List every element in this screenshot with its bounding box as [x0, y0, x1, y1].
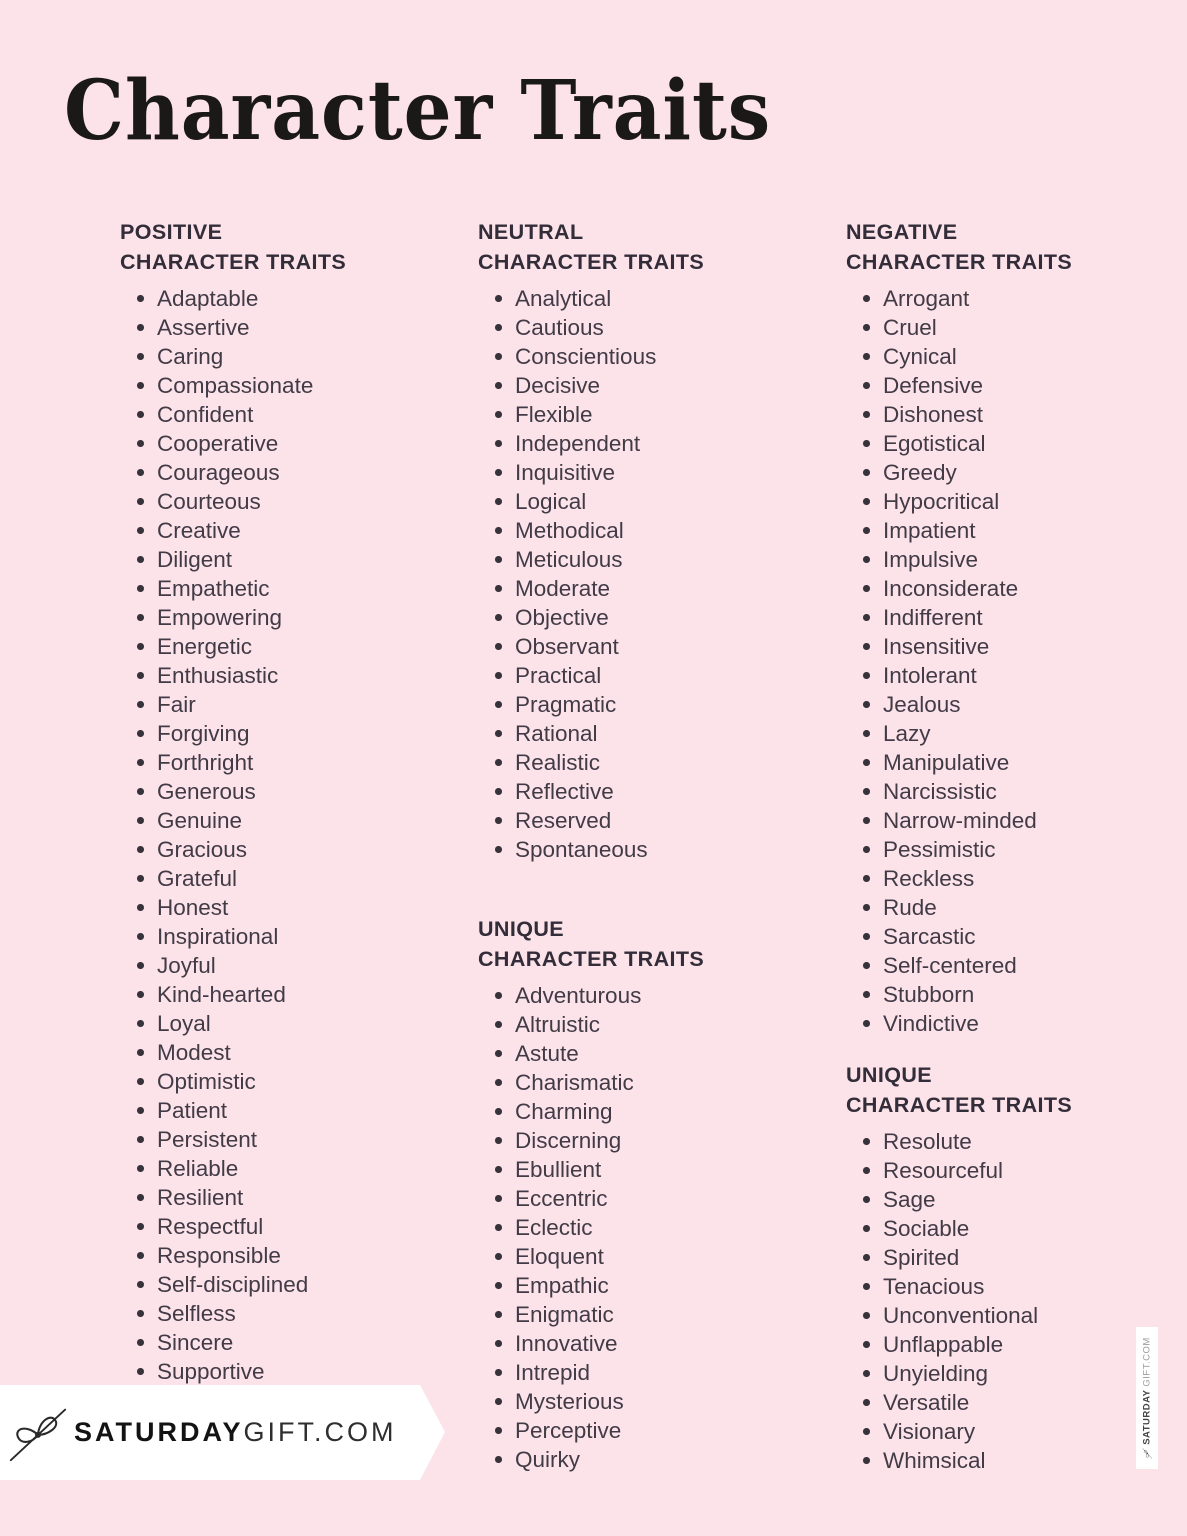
trait-item: Unyielding	[883, 1359, 1187, 1388]
trait-item: Respectful	[157, 1212, 470, 1241]
trait-item: Generous	[157, 777, 470, 806]
trait-item: Dishonest	[883, 400, 1187, 429]
trait-item: Indifferent	[883, 603, 1187, 632]
trait-item: Inquisitive	[515, 458, 828, 487]
section-unique-traits-middle	[478, 914, 828, 1474]
trait-item: Reckless	[883, 864, 1187, 893]
heading-line2: CHARACTER TRAITS	[478, 250, 705, 274]
heading-line1: NEGATIVE	[846, 220, 958, 244]
trait-item: Perceptive	[515, 1416, 828, 1445]
trait-item: Diligent	[157, 545, 470, 574]
trait-item: Observant	[515, 632, 828, 661]
trait-item: Insensitive	[883, 632, 1187, 661]
trait-item: Quirky	[515, 1445, 828, 1474]
gift-bow-icon	[8, 1400, 68, 1466]
trait-item: Grateful	[157, 864, 470, 893]
trait-item: Energetic	[157, 632, 470, 661]
trait-item: Narrow-minded	[883, 806, 1187, 835]
trait-item: Caring	[157, 342, 470, 371]
trait-item: Conscientious	[515, 342, 828, 371]
trait-item: Arrogant	[883, 284, 1187, 313]
heading-line1: UNIQUE	[478, 917, 565, 941]
side-watermark-saturday: SATURDAY	[1141, 1389, 1153, 1445]
trait-item: Visionary	[883, 1417, 1187, 1446]
trait-item: Defensive	[883, 371, 1187, 400]
trait-item: Inconsiderate	[883, 574, 1187, 603]
trait-item: Moderate	[515, 574, 828, 603]
trait-item: Charismatic	[515, 1068, 828, 1097]
trait-item: Impulsive	[883, 545, 1187, 574]
trait-item: Spirited	[883, 1243, 1187, 1272]
trait-item: Courteous	[157, 487, 470, 516]
trait-item: Objective	[515, 603, 828, 632]
side-watermark	[1136, 1327, 1158, 1469]
trait-item: Self-disciplined	[157, 1270, 470, 1299]
trait-item: Unconventional	[883, 1301, 1187, 1330]
section-heading	[478, 217, 828, 277]
trait-item: Manipulative	[883, 748, 1187, 777]
trait-item: Compassionate	[157, 371, 470, 400]
heading-line1: POSITIVE	[120, 220, 223, 244]
section-positive-traits	[120, 217, 470, 1386]
trait-item: Greedy	[883, 458, 1187, 487]
trait-item: Gracious	[157, 835, 470, 864]
heading-line1: NEUTRAL	[478, 220, 584, 244]
trait-item: Narcissistic	[883, 777, 1187, 806]
section-heading	[846, 217, 1187, 277]
trait-item: Creative	[157, 516, 470, 545]
trait-item: Sage	[883, 1185, 1187, 1214]
section-heading	[846, 1060, 1187, 1120]
trait-item: Kind-hearted	[157, 980, 470, 1009]
trait-item: Lazy	[883, 719, 1187, 748]
trait-item: Discerning	[515, 1126, 828, 1155]
trait-item: Cautious	[515, 313, 828, 342]
trait-item: Empathetic	[157, 574, 470, 603]
trait-item: Meticulous	[515, 545, 828, 574]
trait-item: Patient	[157, 1096, 470, 1125]
trait-item: Reflective	[515, 777, 828, 806]
trait-item: Charming	[515, 1097, 828, 1126]
trait-item: Hypocritical	[883, 487, 1187, 516]
trait-item: Resilient	[157, 1183, 470, 1212]
site-url-giftcom: GIFT.COM	[243, 1417, 397, 1447]
trait-item: Intrepid	[515, 1358, 828, 1387]
trait-item: Joyful	[157, 951, 470, 980]
trait-item: Empathic	[515, 1271, 828, 1300]
trait-item: Unflappable	[883, 1330, 1187, 1359]
trait-item: Eclectic	[515, 1213, 828, 1242]
trait-item: Forthright	[157, 748, 470, 777]
trait-item: Self-centered	[883, 951, 1187, 980]
trait-item: Astute	[515, 1039, 828, 1068]
trait-list-positive	[120, 284, 470, 1386]
trait-item: Honest	[157, 893, 470, 922]
trait-item: Eloquent	[515, 1242, 828, 1271]
trait-item: Mysterious	[515, 1387, 828, 1416]
trait-item: Realistic	[515, 748, 828, 777]
trait-item: Modest	[157, 1038, 470, 1067]
trait-item: Tenacious	[883, 1272, 1187, 1301]
trait-item: Vindictive	[883, 1009, 1187, 1038]
trait-item: Practical	[515, 661, 828, 690]
trait-item: Responsible	[157, 1241, 470, 1270]
trait-item: Adaptable	[157, 284, 470, 313]
trait-item: Persistent	[157, 1125, 470, 1154]
trait-item: Inspirational	[157, 922, 470, 951]
trait-item: Confident	[157, 400, 470, 429]
trait-item: Eccentric	[515, 1184, 828, 1213]
page-title: Character Traits	[64, 63, 772, 159]
trait-item: Intolerant	[883, 661, 1187, 690]
trait-list-negative	[846, 284, 1187, 1038]
section-heading	[120, 217, 470, 277]
trait-item: Whimsical	[883, 1446, 1187, 1475]
trait-item: Reliable	[157, 1154, 470, 1183]
trait-item: Sarcastic	[883, 922, 1187, 951]
trait-item: Resolute	[883, 1127, 1187, 1156]
site-url-saturday: SATURDAY	[74, 1417, 244, 1447]
trait-item: Empowering	[157, 603, 470, 632]
trait-item: Reserved	[515, 806, 828, 835]
trait-item: Cynical	[883, 342, 1187, 371]
gift-bow-icon-small	[1142, 1448, 1153, 1459]
trait-item: Spontaneous	[515, 835, 828, 864]
trait-item: Versatile	[883, 1388, 1187, 1417]
heading-line1: UNIQUE	[846, 1063, 933, 1087]
trait-item: Rational	[515, 719, 828, 748]
trait-item: Ebullient	[515, 1155, 828, 1184]
trait-item: Analytical	[515, 284, 828, 313]
section-negative-traits	[846, 217, 1187, 1038]
trait-item: Egotistical	[883, 429, 1187, 458]
trait-item: Resourceful	[883, 1156, 1187, 1185]
trait-item: Pessimistic	[883, 835, 1187, 864]
trait-item: Enigmatic	[515, 1300, 828, 1329]
trait-item: Supportive	[157, 1357, 470, 1386]
trait-list-neutral	[478, 284, 828, 864]
trait-item: Impatient	[883, 516, 1187, 545]
side-watermark-giftcom: GIFT.COM	[1141, 1337, 1153, 1387]
trait-item: Flexible	[515, 400, 828, 429]
heading-line2: CHARACTER TRAITS	[846, 1093, 1073, 1117]
trait-item: Logical	[515, 487, 828, 516]
trait-item: Cruel	[883, 313, 1187, 342]
trait-item: Assertive	[157, 313, 470, 342]
trait-item: Forgiving	[157, 719, 470, 748]
trait-item: Decisive	[515, 371, 828, 400]
trait-list-unique-middle	[478, 981, 828, 1474]
trait-item: Genuine	[157, 806, 470, 835]
site-banner	[0, 1385, 450, 1480]
trait-item: Stubborn	[883, 980, 1187, 1009]
heading-line2: CHARACTER TRAITS	[120, 250, 347, 274]
trait-item: Selfless	[157, 1299, 470, 1328]
trait-item: Jealous	[883, 690, 1187, 719]
trait-item: Altruistic	[515, 1010, 828, 1039]
section-neutral-traits	[478, 217, 828, 864]
trait-item: Sociable	[883, 1214, 1187, 1243]
trait-item: Cooperative	[157, 429, 470, 458]
trait-item: Loyal	[157, 1009, 470, 1038]
trait-item: Adventurous	[515, 981, 828, 1010]
site-url	[74, 1417, 397, 1448]
trait-item: Methodical	[515, 516, 828, 545]
heading-line2: CHARACTER TRAITS	[846, 250, 1073, 274]
heading-line2: CHARACTER TRAITS	[478, 947, 705, 971]
trait-item: Courageous	[157, 458, 470, 487]
section-heading	[478, 914, 828, 974]
trait-item: Innovative	[515, 1329, 828, 1358]
trait-item: Enthusiastic	[157, 661, 470, 690]
trait-item: Optimistic	[157, 1067, 470, 1096]
trait-item: Fair	[157, 690, 470, 719]
trait-item: Sincere	[157, 1328, 470, 1357]
trait-item: Rude	[883, 893, 1187, 922]
trait-item: Pragmatic	[515, 690, 828, 719]
trait-item: Independent	[515, 429, 828, 458]
